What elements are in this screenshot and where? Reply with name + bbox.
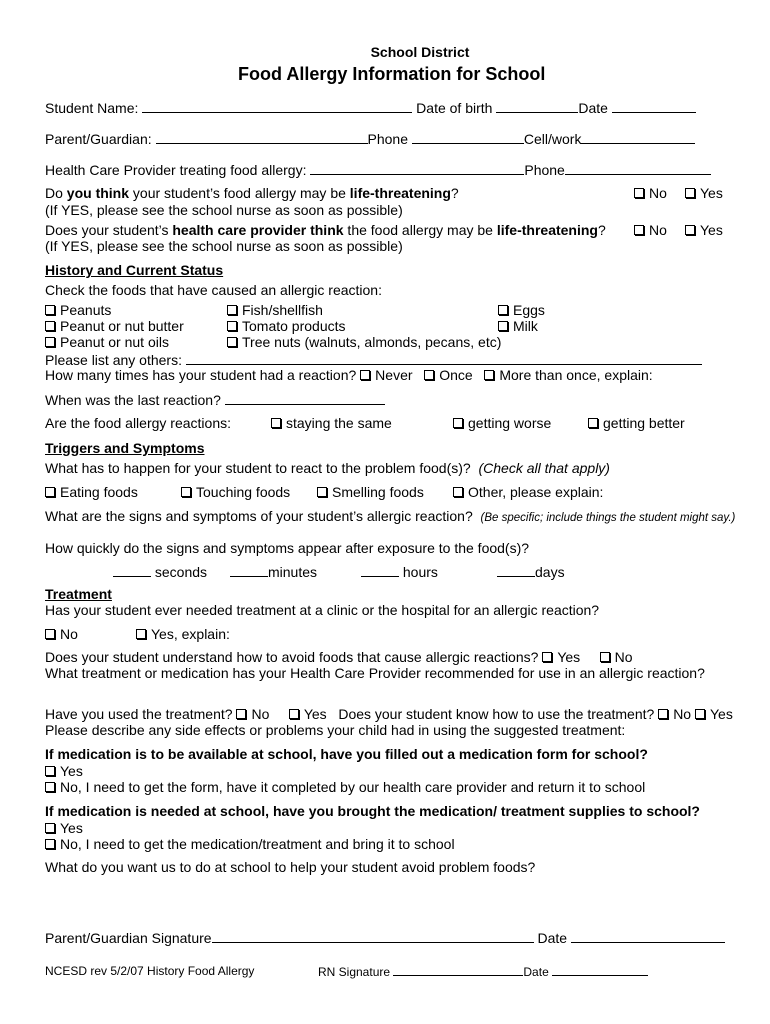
minutes-field[interactable] <box>230 563 268 577</box>
med-supplies-no-option[interactable] <box>45 836 455 853</box>
parent-signature-field[interactable] <box>212 929 534 943</box>
signs-note: (Be specific; include things the student might say.) <box>480 512 736 524</box>
food-label: Fish/shellfish <box>242 302 323 318</box>
side-effects-question: Please describe any side effects or problems your child had in using the suggested treatment: <box>45 722 626 738</box>
food-tomato[interactable] <box>227 318 346 335</box>
food-label: Peanut or nut oils <box>60 334 169 350</box>
med-form-no-label: No, I need to get the form, have it completed by our health care provider and return it to school <box>60 779 646 795</box>
know-yes-label: Yes <box>709 706 733 722</box>
footer-rn-row <box>318 964 648 979</box>
checkbox[interactable] <box>685 188 695 198</box>
trigger-smelling-option[interactable] <box>317 484 424 501</box>
signature-row <box>45 929 725 947</box>
quick-question: How quickly do the signs and symptoms appear after exposure to the food(s)? <box>45 540 530 556</box>
used-question: Have you used the treatment? <box>45 706 233 722</box>
q-provider-end: ? <box>597 222 606 238</box>
date-label: Date <box>578 100 608 116</box>
rn-date-label: Date <box>523 965 549 979</box>
avoid-question: Does your student understand how to avoid foods that cause allergic reactions? <box>45 649 539 665</box>
once-label: Once <box>439 367 473 383</box>
food-label: Peanut or nut butter <box>60 318 184 334</box>
q-provider-bold: health care provider think <box>172 222 344 238</box>
food-peanuts[interactable] <box>45 302 111 319</box>
cell-field[interactable] <box>581 130 695 144</box>
checkbox[interactable] <box>484 370 494 380</box>
q-provider-no-label: No <box>649 222 667 238</box>
student-name-label: Student Name: <box>45 100 139 116</box>
district-name: School District <box>370 44 470 60</box>
checkbox[interactable] <box>45 823 55 833</box>
dob-field[interactable] <box>496 99 578 113</box>
parent-row <box>45 130 695 148</box>
seconds-label: seconds <box>154 564 208 580</box>
provider-phone-label: Phone <box>524 162 565 178</box>
q-think-text2: your student’s food allergy may be <box>129 185 350 201</box>
checkbox[interactable] <box>685 225 695 235</box>
triggers-heading: Triggers and Symptoms <box>45 440 205 456</box>
other-label: Other, please explain: <box>468 484 604 500</box>
trigger-other-option[interactable] <box>453 484 603 501</box>
checkbox[interactable] <box>227 305 237 315</box>
food-peanut-oils[interactable] <box>45 334 169 351</box>
checkbox[interactable] <box>45 782 55 792</box>
trigger-touching-option[interactable] <box>181 484 290 501</box>
signs-row <box>45 508 735 526</box>
signature-date-label: Date <box>537 930 568 946</box>
food-tree-nuts[interactable] <box>227 334 501 351</box>
seconds-field[interactable] <box>113 563 151 577</box>
food-label: Milk <box>513 318 538 334</box>
triggers-question: What has to happen for your student to react to the problem food(s)? <box>45 460 471 476</box>
footer-revision: NCESD rev 5/2/07 History Food Allergy <box>45 964 255 978</box>
food-label: Eggs <box>513 302 545 318</box>
checkbox[interactable] <box>634 188 644 198</box>
parent-signature-label: Parent/Guardian Signature <box>45 930 212 946</box>
know-question: Does your student know how to use the treatment? <box>338 706 655 722</box>
q-provider-bold2: life-threatening <box>496 222 598 238</box>
q-think-note: (If YES, please see the school nurse as soon as possible) <box>45 202 403 218</box>
q-provider-no-option[interactable] <box>634 222 667 239</box>
checkbox[interactable] <box>236 709 246 719</box>
days-item <box>497 563 565 581</box>
food-label: Tree nuts (walnuts, almonds, pecans, etc) <box>242 334 502 350</box>
triggers-question-row <box>45 460 610 477</box>
touching-label: Touching foods <box>196 484 291 500</box>
q-provider-text: Does your student’s <box>45 222 173 238</box>
med-form-yes-option[interactable] <box>45 763 83 780</box>
history-heading: History and Current Status <box>45 262 224 278</box>
treatment-heading: Treatment <box>45 586 112 602</box>
q-think-bold2: life-threatening <box>349 185 451 201</box>
recommend-question: What treatment or medication has your Health Care Provider recommended for use in an allergic reaction? <box>45 665 705 681</box>
q-think-no-label: No <box>649 185 667 201</box>
food-milk[interactable] <box>498 318 538 335</box>
help-question: What do you want us to do at school to help your student avoid problem foods? <box>45 859 536 875</box>
know-yes-option[interactable] <box>695 706 733 722</box>
used-no-label: No <box>251 706 270 722</box>
know-no-option[interactable] <box>658 706 691 722</box>
reaction-worse-option[interactable] <box>453 415 551 432</box>
checkbox[interactable] <box>227 337 237 347</box>
parent-label: Parent/Guardian: <box>45 131 152 147</box>
minutes-item <box>230 563 317 581</box>
clinic-question: Has your student ever needed treatment at a clinic or the hospital for an allergic reaction? <box>45 602 600 618</box>
checkbox[interactable] <box>453 418 463 428</box>
checkbox[interactable] <box>542 652 552 662</box>
parent-phone-field[interactable] <box>412 130 524 144</box>
provider-phone-field[interactable] <box>565 161 711 175</box>
checkbox[interactable] <box>181 487 191 497</box>
triggers-note: (Check all that apply) <box>478 460 610 476</box>
q-provider-note: (If YES, please see the school nurse as soon as possible) <box>45 238 403 254</box>
last-reaction-field[interactable] <box>225 391 385 405</box>
days-field[interactable] <box>497 563 535 577</box>
used-yes-option[interactable] <box>289 706 327 722</box>
more-label: More than once, explain: <box>499 367 653 383</box>
others-label: Please list any others: <box>45 352 182 368</box>
avoid-no-option[interactable] <box>600 649 633 665</box>
checkbox[interactable] <box>360 370 370 380</box>
food-label: Peanuts <box>60 302 112 318</box>
checkbox[interactable] <box>498 321 508 331</box>
q-think-end: ? <box>450 185 459 201</box>
rn-signature-field[interactable] <box>393 964 523 976</box>
page-title: Food Allergy Information for School <box>238 64 546 84</box>
parent-field[interactable] <box>156 130 368 144</box>
avoid-row <box>45 649 633 666</box>
rn-signature-label: RN Signature <box>318 965 391 979</box>
date-field[interactable] <box>612 99 696 113</box>
others-field[interactable] <box>186 351 702 365</box>
med-form-yes-label: Yes <box>60 763 83 779</box>
food-eggs[interactable] <box>498 302 545 319</box>
days-label: days <box>535 564 565 580</box>
trigger-eating-option[interactable] <box>45 484 138 501</box>
checkbox[interactable] <box>588 418 598 428</box>
dob-label: Date of birth <box>416 100 493 116</box>
hours-field[interactable] <box>361 563 399 577</box>
food-peanut-butter[interactable] <box>45 318 184 335</box>
q-provider-text2: the food allergy may be <box>343 222 497 238</box>
checkbox[interactable] <box>600 652 610 662</box>
q-think-text: Do <box>45 185 67 201</box>
med-supplies-question: If medication is needed at school, have you brought the medication/ treatment supplies to school? <box>45 803 700 819</box>
checkbox[interactable] <box>45 487 55 497</box>
signature-date-field[interactable] <box>571 929 725 943</box>
times-question: How many times has your student had a reaction? <box>45 367 357 383</box>
q-think-no-option[interactable] <box>634 185 667 202</box>
checkbox[interactable] <box>289 709 299 719</box>
parent-phone-label: Phone <box>367 131 408 147</box>
provider-field[interactable] <box>310 161 524 175</box>
last-reaction-question: When was the last reaction? <box>45 392 221 408</box>
reaction-same-option[interactable] <box>271 415 392 432</box>
provider-row <box>45 161 711 179</box>
checkbox[interactable] <box>227 321 237 331</box>
seconds-item <box>113 563 207 581</box>
student-name-field[interactable] <box>142 99 412 113</box>
avoid-yes-option[interactable] <box>542 649 580 665</box>
clinic-yes-label: Yes, explain: <box>151 626 230 642</box>
student-row <box>45 99 696 117</box>
never-label: Never <box>375 367 413 383</box>
checkbox[interactable] <box>634 225 644 235</box>
food-label: Tomato products <box>242 318 346 334</box>
know-no-label: No <box>673 706 692 722</box>
checkbox[interactable] <box>45 629 55 639</box>
q-think-bold: you think <box>66 185 130 201</box>
checkbox[interactable] <box>498 305 508 315</box>
checkbox[interactable] <box>271 418 281 428</box>
hours-label: hours <box>402 564 438 580</box>
times-once-option[interactable] <box>424 367 472 383</box>
q-think-yes-label: Yes <box>700 185 723 201</box>
q-think-yes-option[interactable] <box>685 185 723 202</box>
worse-label: getting worse <box>468 415 552 431</box>
checkbox[interactable] <box>424 370 434 380</box>
checkbox[interactable] <box>658 709 668 719</box>
q-provider-yes-label: Yes <box>700 222 723 238</box>
reaction-better-option[interactable] <box>588 415 685 432</box>
med-form-no-option[interactable] <box>45 779 645 796</box>
last-reaction-row <box>45 391 385 409</box>
better-label: getting better <box>603 415 685 431</box>
foods-prompt: Check the foods that have caused an allergic reaction: <box>45 282 382 298</box>
checkbox[interactable] <box>45 321 55 331</box>
med-supplies-yes-label: Yes <box>60 820 83 836</box>
provider-label: Health Care Provider treating food allergy: <box>45 162 307 178</box>
eating-label: Eating foods <box>60 484 138 500</box>
q-think <box>45 185 459 202</box>
med-supplies-no-label: No, I need to get the medication/treatment and bring it to school <box>60 836 455 852</box>
cell-label: Cell/work <box>523 131 582 147</box>
times-never-option[interactable] <box>360 367 412 383</box>
q-provider <box>45 222 606 239</box>
hours-item <box>361 563 438 581</box>
checkbox[interactable] <box>45 337 55 347</box>
smelling-label: Smelling foods <box>332 484 424 500</box>
checkbox[interactable] <box>317 487 327 497</box>
checkbox[interactable] <box>45 305 55 315</box>
clinic-no-label: No <box>60 626 78 642</box>
clinic-no-option[interactable] <box>45 626 78 643</box>
times-more-option[interactable] <box>484 367 652 383</box>
checkbox[interactable] <box>136 629 146 639</box>
rn-date-field[interactable] <box>552 964 648 976</box>
used-row <box>45 706 733 723</box>
checkbox[interactable] <box>453 487 463 497</box>
signs-question: What are the signs and symptoms of your student’s allergic reaction? <box>45 508 473 524</box>
clinic-yes-option[interactable] <box>136 626 230 643</box>
checkbox[interactable] <box>45 766 55 776</box>
med-form-question: If medication is to be available at school, have you filled out a medication form for school? <box>45 746 648 762</box>
reactions-question: Are the food allergy reactions: <box>45 415 231 431</box>
avoid-yes-label: Yes <box>557 649 581 665</box>
checkbox[interactable] <box>45 839 55 849</box>
food-fish[interactable] <box>227 302 323 319</box>
used-yes-label: Yes <box>303 706 327 722</box>
checkbox[interactable] <box>695 709 705 719</box>
med-supplies-yes-option[interactable] <box>45 820 83 837</box>
same-label: staying the same <box>286 415 392 431</box>
times-row <box>45 367 653 384</box>
minutes-label: minutes <box>268 564 318 580</box>
q-provider-yes-option[interactable] <box>685 222 723 239</box>
avoid-no-label: No <box>614 649 633 665</box>
used-no-option[interactable] <box>236 706 269 722</box>
